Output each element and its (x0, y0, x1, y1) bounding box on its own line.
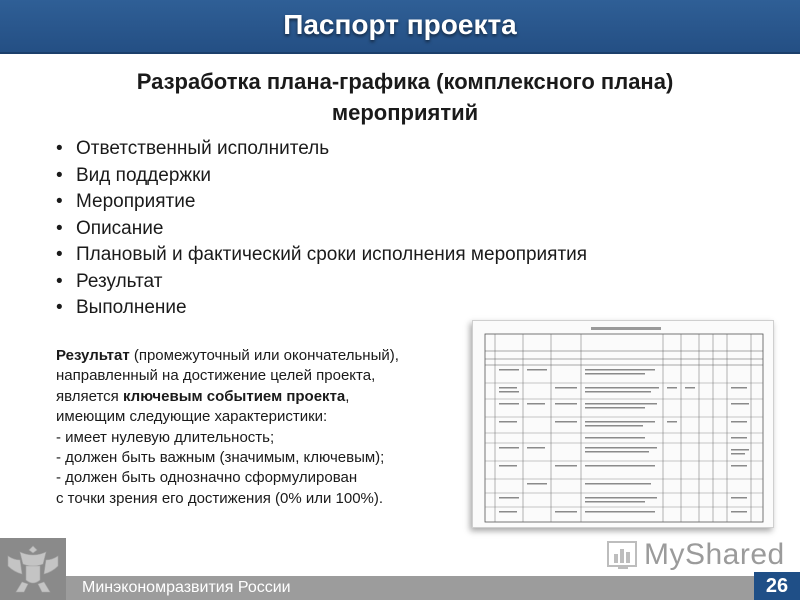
title-bar (0, 0, 800, 54)
document-table-icon (473, 321, 773, 527)
watermark-text: MyShared (644, 538, 785, 571)
myshared-chart-icon (606, 538, 640, 572)
ministry-name: Минэкономразвития России (82, 579, 291, 596)
bullet-list (56, 136, 587, 322)
bullet-item: • Плановый и фактический сроки исполнения мероприятия (56, 242, 587, 269)
document-table-thumbnail (472, 320, 774, 528)
result-line-7: - должен быть однозначно сформулирован (56, 469, 358, 487)
bullet-item: • Ответственный исполнитель (56, 136, 587, 163)
bullet-item: • Вид поддержки (56, 163, 587, 190)
bullet-item: • Мероприятие (56, 189, 587, 216)
result-line-8: с точки зрения его достижения (0% или 100%). (56, 489, 384, 507)
bullet-item: • Результат (56, 269, 587, 296)
page-title: Паспорт проекта (283, 9, 517, 40)
key-event-term: ключевым событием проекта (122, 387, 346, 405)
myshared-watermark (606, 535, 785, 575)
result-line-3-pre: является (56, 387, 123, 405)
footer-bar (0, 576, 800, 600)
result-line-3-post: , (345, 387, 350, 405)
result-line-2: направленный на достижение целей проекта, (56, 367, 376, 385)
result-line-4: имеющим следующие характеристики: (56, 408, 328, 426)
result-line-1 (56, 346, 476, 366)
coat-of-arms-icon (0, 538, 66, 600)
result-definition (56, 346, 476, 509)
subtitle-line-2: мероприятий (331, 100, 479, 125)
result-line-5: - имеет нулевую длительность; (56, 428, 275, 446)
bullet-item: • Описание (56, 216, 587, 243)
result-line-3 (56, 387, 476, 407)
bullet-item: • Выполнение (56, 295, 587, 322)
result-line-6: - должен быть важным (значимым, ключевым); (56, 449, 385, 467)
page-number-badge: 26 (754, 572, 800, 600)
result-line-1-rest: (промежуточный или окончательный), (129, 347, 399, 364)
slide-subtitle (40, 66, 770, 128)
result-term: Результат (56, 347, 130, 364)
subtitle-line-1: Разработка плана-графика (комплексного плана) (136, 69, 674, 94)
